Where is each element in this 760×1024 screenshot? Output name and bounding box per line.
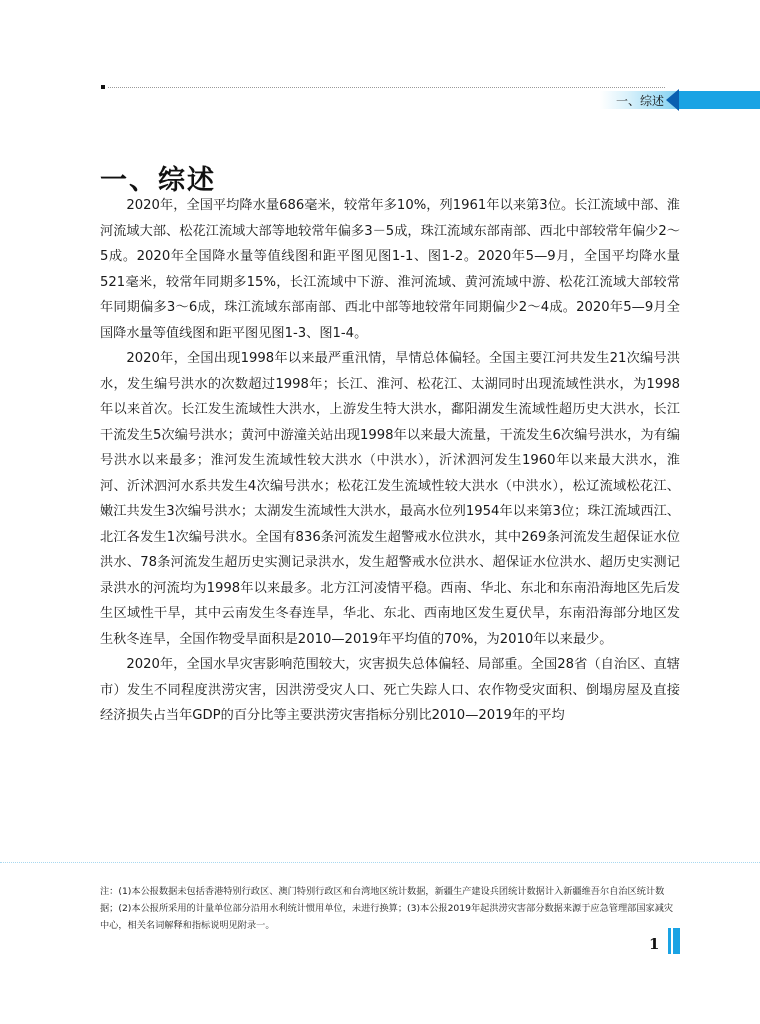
page-number: 1 [649,935,660,953]
paragraph-disaster-impact: 2020年，全国水旱灾害影响范围较大，灾害损失总体偏轻、局部重。全国28省（自治区、直辖市）发生不同程度洪涝灾害，因洪涝受灾人口、死亡失踪人口、农作物受灾面积、倒塌房屋及直接经济损失占当年GDP的百分比等主要洪涝灾害指标分别比2010—2019年的平均 [100,657,680,723]
footnote-divider [0,862,760,863]
header-rule [108,87,665,88]
header-accent-strip [679,91,760,109]
header-section-label: 一、综述 [615,94,664,108]
header-bullet [101,85,105,89]
footnote: 注：(1)本公报数据未包括香港特别行政区、澳门特别行政区和台湾地区统计数据，新疆生产建设兵团统计数据计入新疆维吾尔自治区统计数据；(2)本公报所采用的计量单位部分沿用水利统计惯用单位，未进行换算；(3)本公报2019年起洪涝灾害部分数据来源于应急管理部国家减灾中心，相关名词解释和指标说明见附录一。 [100,886,674,931]
body-text [100,193,680,729]
paragraph-precipitation: 2020年，全国平均降水量686毫米，较常年多10%，列1961年以来第3位。长江流域中部、淮河流域大部、松花江流域大部等地较常年偏多3－5成，珠江流域东部南部、西北中部较常年偏少2～5成。2020年全国降水量等值线图和距平图见图1-1、图1-2。2020年5—9月，全国平均降水量521毫米，较常年同期多15%，长江流域中下游、淮河流域、黄河流域中游、松花江流域大部较常年同期偏多3～6成，珠江流域东部南部、西北中部等地较常年同期偏少2～4成。2020年5—9月全国降水量等值线图和距平图见图1-3、图1-4。 [100,198,680,341]
chapter-title: 一、综述 [100,165,216,197]
page-marker-bar [668,928,671,954]
header-arrow-icon [666,89,679,111]
paragraph-flood-drought: 2020年，全国出现1998年以来最严重汛情，旱情总体偏轻。全国主要江河共发生21次编号洪水，发生编号洪水的次数超过1998年；长江、淮河、松花江、太湖同时出现流域性洪水，为1998年以来首次。长江发生流域性大洪水，上游发生特大洪水，鄱阳湖发生流域性超历史大洪水，长江干流发生5次编号洪水；黄河中游潼关站出现1998年以来最大流量，干流发生6次编号洪水，为有编号洪水以来最多；淮河发生流域性较大洪水（中洪水），沂沭泗河发生1960年以来最大洪水，淮河、沂沭泗河水系共发生4次编号洪水；松花江发生流域性较大洪水（中洪水），松辽流域松花江、嫩江共发生3次编号洪水；太湖发生流域性大洪水，最高水位列1954年以来第3位；珠江流域西江、北江各发生1次编号洪水。全国有836条河流发生超警戒水位洪水，其中269条河流发生超保证水位洪水、78条河流发生超历史实测记录洪水，发生超警戒水位洪水、超保证水位洪水、超历史实测记录洪水的河流均为1998年以来最多。北方江河凌情平稳。西南、华北、东北和东南沿海地区先后发生区域性干旱，其中云南发生冬春连旱，华北、东北、西南地区发生夏伏旱，东南沿海部分地区发生秋冬连旱，全国作物受旱面积是2010—2019年平均值的70%，为2010年以来最少。 [100,351,680,647]
page-marker-bar [673,928,680,954]
